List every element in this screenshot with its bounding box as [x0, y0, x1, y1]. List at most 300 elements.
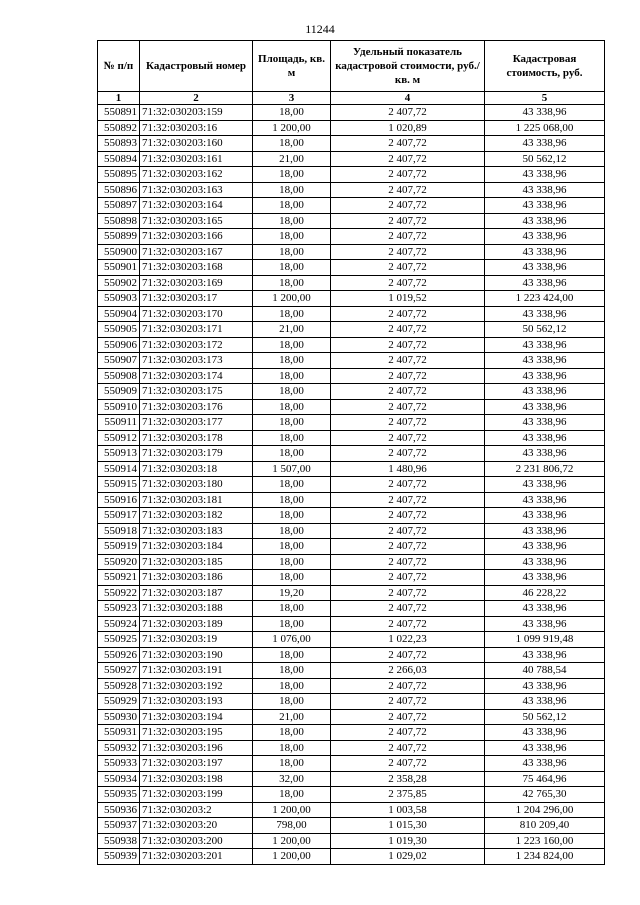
cadastral-number-cell: 71:32:030203:194: [140, 709, 253, 725]
area-cell: 18,00: [253, 275, 331, 291]
cadastral-value-cell: 43 338,96: [485, 678, 605, 694]
cadastral-value-cell: 1 234 824,00: [485, 849, 605, 865]
cadastral-number-cell: 71:32:030203:196: [140, 740, 253, 756]
cadastral-value-cell: 46 228,22: [485, 585, 605, 601]
table-row: [98, 647, 605, 663]
row-number-cell: 550923: [98, 601, 140, 617]
table-row: [98, 802, 605, 818]
header-specific-value: Удельный показатель кадастровой стоимости, руб./кв. м: [331, 41, 485, 92]
area-cell: 1 507,00: [253, 461, 331, 477]
cadastral-number-cell: 71:32:030203:19: [140, 632, 253, 648]
table-row: [98, 833, 605, 849]
row-number-cell: 550904: [98, 306, 140, 322]
area-cell: 1 076,00: [253, 632, 331, 648]
table-row: [98, 523, 605, 539]
row-number-cell: 550902: [98, 275, 140, 291]
area-cell: 18,00: [253, 663, 331, 679]
specific-value-cell: 2 407,72: [331, 229, 485, 245]
cadastral-number-cell: 71:32:030203:185: [140, 554, 253, 570]
area-cell: 18,00: [253, 678, 331, 694]
row-number-cell: 550893: [98, 136, 140, 152]
cadastral-value-cell: 75 464,96: [485, 771, 605, 787]
row-number-cell: 550910: [98, 399, 140, 415]
cadastral-value-cell: 43 338,96: [485, 368, 605, 384]
area-cell: 18,00: [253, 492, 331, 508]
specific-value-cell: 2 266,03: [331, 663, 485, 679]
cadastral-value-cell: 43 338,96: [485, 616, 605, 632]
table-header: [98, 41, 605, 105]
cadastral-value-cell: 1 223 160,00: [485, 833, 605, 849]
header-number: № п/п: [98, 41, 140, 92]
area-cell: 18,00: [253, 601, 331, 617]
cadastral-value-cell: 43 338,96: [485, 554, 605, 570]
area-cell: 21,00: [253, 709, 331, 725]
specific-value-cell: 2 407,72: [331, 430, 485, 446]
cadastral-value-cell: 43 338,96: [485, 477, 605, 493]
column-number: 2: [140, 92, 253, 105]
cadastral-number-cell: 71:32:030203:191: [140, 663, 253, 679]
cadastral-number-cell: 71:32:030203:176: [140, 399, 253, 415]
row-number-cell: 550894: [98, 151, 140, 167]
specific-value-cell: 2 407,72: [331, 477, 485, 493]
area-cell: 32,00: [253, 771, 331, 787]
specific-value-cell: 2 375,85: [331, 787, 485, 803]
cadastral-number-cell: 71:32:030203:16: [140, 120, 253, 136]
table-row: [98, 120, 605, 136]
table-row: [98, 322, 605, 338]
area-cell: 18,00: [253, 523, 331, 539]
table-row: [98, 787, 605, 803]
cadastral-number-cell: 71:32:030203:180: [140, 477, 253, 493]
table-row: [98, 384, 605, 400]
specific-value-cell: 2 407,72: [331, 198, 485, 214]
table-row: [98, 849, 605, 865]
cadastral-number-cell: 71:32:030203:161: [140, 151, 253, 167]
cadastral-number-cell: 71:32:030203:162: [140, 167, 253, 183]
cadastral-number-cell: 71:32:030203:201: [140, 849, 253, 865]
cadastral-value-cell: 50 562,12: [485, 709, 605, 725]
table-row: [98, 725, 605, 741]
cadastral-number-cell: 71:32:030203:171: [140, 322, 253, 338]
row-number-cell: 550909: [98, 384, 140, 400]
area-cell: 18,00: [253, 756, 331, 772]
cadastral-value-cell: 43 338,96: [485, 523, 605, 539]
area-cell: 18,00: [253, 446, 331, 462]
cadastral-value-cell: 43 338,96: [485, 508, 605, 524]
row-number-cell: 550898: [98, 213, 140, 229]
row-number-cell: 550932: [98, 740, 140, 756]
row-number-cell: 550919: [98, 539, 140, 555]
specific-value-cell: 1 019,52: [331, 291, 485, 307]
area-cell: 1 200,00: [253, 120, 331, 136]
table-row: [98, 663, 605, 679]
table-row: [98, 446, 605, 462]
specific-value-cell: 2 407,72: [331, 492, 485, 508]
table-row: [98, 353, 605, 369]
cadastral-value-cell: 43 338,96: [485, 229, 605, 245]
row-number-cell: 550917: [98, 508, 140, 524]
header-row: [98, 41, 605, 92]
column-number: 1: [98, 92, 140, 105]
row-number-cell: 550896: [98, 182, 140, 198]
cadastral-table: [97, 40, 605, 865]
table-row: [98, 136, 605, 152]
cadastral-number-cell: 71:32:030203:179: [140, 446, 253, 462]
cadastral-number-cell: 71:32:030203:163: [140, 182, 253, 198]
cadastral-value-cell: 43 338,96: [485, 601, 605, 617]
cadastral-number-cell: 71:32:030203:173: [140, 353, 253, 369]
cadastral-value-cell: 43 338,96: [485, 213, 605, 229]
cadastral-number-cell: 71:32:030203:170: [140, 306, 253, 322]
table-row: [98, 678, 605, 694]
cadastral-number-cell: 71:32:030203:184: [140, 539, 253, 555]
cadastral-number-cell: 71:32:030203:182: [140, 508, 253, 524]
area-cell: 1 200,00: [253, 833, 331, 849]
specific-value-cell: 2 407,72: [331, 337, 485, 353]
area-cell: 18,00: [253, 229, 331, 245]
cadastral-number-cell: 71:32:030203:169: [140, 275, 253, 291]
area-cell: 1 200,00: [253, 291, 331, 307]
page-number: 11244: [305, 22, 335, 36]
area-cell: 18,00: [253, 725, 331, 741]
row-number-cell: 550892: [98, 120, 140, 136]
cadastral-number-cell: 71:32:030203:200: [140, 833, 253, 849]
cadastral-number-cell: 71:32:030203:172: [140, 337, 253, 353]
area-cell: 21,00: [253, 151, 331, 167]
specific-value-cell: 2 407,72: [331, 694, 485, 710]
table-row: [98, 554, 605, 570]
table-row: [98, 694, 605, 710]
row-number-cell: 550914: [98, 461, 140, 477]
cadastral-number-cell: 71:32:030203:189: [140, 616, 253, 632]
specific-value-cell: 2 407,72: [331, 306, 485, 322]
row-number-cell: 550906: [98, 337, 140, 353]
table-row: [98, 275, 605, 291]
cadastral-number-cell: 71:32:030203:2: [140, 802, 253, 818]
cadastral-value-cell: 2 231 806,72: [485, 461, 605, 477]
area-cell: 18,00: [253, 415, 331, 431]
header-area: Площадь, кв. м: [253, 41, 331, 92]
specific-value-cell: 2 407,72: [331, 275, 485, 291]
table-row: [98, 585, 605, 601]
specific-value-cell: 2 407,72: [331, 601, 485, 617]
area-cell: 18,00: [253, 198, 331, 214]
specific-value-cell: 2 407,72: [331, 399, 485, 415]
specific-value-cell: 2 407,72: [331, 105, 485, 121]
area-cell: 18,00: [253, 337, 331, 353]
table-body: [98, 105, 605, 865]
cadastral-value-cell: 43 338,96: [485, 430, 605, 446]
cadastral-value-cell: 43 338,96: [485, 446, 605, 462]
row-number-cell: 550907: [98, 353, 140, 369]
table-row: [98, 740, 605, 756]
cadastral-number-cell: 71:32:030203:199: [140, 787, 253, 803]
cadastral-value-cell: 43 338,96: [485, 244, 605, 260]
table-row: [98, 229, 605, 245]
specific-value-cell: 2 407,72: [331, 182, 485, 198]
row-number-cell: 550891: [98, 105, 140, 121]
area-cell: 18,00: [253, 260, 331, 276]
specific-value-cell: 2 407,72: [331, 756, 485, 772]
cadastral-value-cell: 43 338,96: [485, 756, 605, 772]
table-row: [98, 151, 605, 167]
cadastral-value-cell: 43 338,96: [485, 539, 605, 555]
table-row: [98, 616, 605, 632]
table-row: [98, 477, 605, 493]
header-cadastral-value: Кадастровая стоимость, руб.: [485, 41, 605, 92]
row-number-cell: 550913: [98, 446, 140, 462]
cadastral-value-cell: 43 338,96: [485, 198, 605, 214]
cadastral-value-cell: 43 338,96: [485, 136, 605, 152]
area-cell: 1 200,00: [253, 802, 331, 818]
cadastral-number-cell: 71:32:030203:160: [140, 136, 253, 152]
area-cell: 18,00: [253, 105, 331, 121]
cadastral-number-cell: 71:32:030203:167: [140, 244, 253, 260]
table-row: [98, 399, 605, 415]
area-cell: 798,00: [253, 818, 331, 834]
cadastral-value-cell: 43 338,96: [485, 415, 605, 431]
specific-value-cell: 2 407,72: [331, 585, 485, 601]
specific-value-cell: 2 407,72: [331, 740, 485, 756]
table-row: [98, 291, 605, 307]
cadastral-value-cell: 1 223 424,00: [485, 291, 605, 307]
area-cell: 18,00: [253, 399, 331, 415]
specific-value-cell: 1 015,30: [331, 818, 485, 834]
column-number: 5: [485, 92, 605, 105]
cadastral-number-cell: 71:32:030203:165: [140, 213, 253, 229]
specific-value-cell: 2 407,72: [331, 368, 485, 384]
row-number-cell: 550933: [98, 756, 140, 772]
specific-value-cell: 2 407,72: [331, 570, 485, 586]
area-cell: 18,00: [253, 384, 331, 400]
specific-value-cell: 2 407,72: [331, 508, 485, 524]
row-number-cell: 550905: [98, 322, 140, 338]
row-number-cell: 550900: [98, 244, 140, 260]
cadastral-value-cell: 43 338,96: [485, 399, 605, 415]
cadastral-number-cell: 71:32:030203:198: [140, 771, 253, 787]
table-row: [98, 570, 605, 586]
table-row: [98, 632, 605, 648]
row-number-cell: 550938: [98, 833, 140, 849]
table-row: [98, 430, 605, 446]
cadastral-value-cell: 43 338,96: [485, 353, 605, 369]
row-number-cell: 550928: [98, 678, 140, 694]
table-row: [98, 461, 605, 477]
area-cell: 18,00: [253, 740, 331, 756]
table-row: [98, 492, 605, 508]
cadastral-number-cell: 71:32:030203:175: [140, 384, 253, 400]
table-row: [98, 306, 605, 322]
specific-value-cell: 2 407,72: [331, 213, 485, 229]
row-number-cell: 550935: [98, 787, 140, 803]
table-row: [98, 167, 605, 183]
cadastral-value-cell: 43 338,96: [485, 105, 605, 121]
cadastral-value-cell: 50 562,12: [485, 322, 605, 338]
cadastral-number-cell: 71:32:030203:166: [140, 229, 253, 245]
cadastral-number-cell: 71:32:030203:192: [140, 678, 253, 694]
row-number-cell: 550915: [98, 477, 140, 493]
area-cell: 1 200,00: [253, 849, 331, 865]
cadastral-value-cell: 42 765,30: [485, 787, 605, 803]
row-number-cell: 550936: [98, 802, 140, 818]
table-row: [98, 601, 605, 617]
row-number-cell: 550927: [98, 663, 140, 679]
cadastral-value-cell: 1 099 919,48: [485, 632, 605, 648]
cadastral-value-cell: 50 562,12: [485, 151, 605, 167]
cadastral-number-cell: 71:32:030203:174: [140, 368, 253, 384]
table-row: [98, 771, 605, 787]
cadastral-number-cell: 71:32:030203:186: [140, 570, 253, 586]
column-numbers-row: [98, 92, 605, 105]
cadastral-number-cell: 71:32:030203:188: [140, 601, 253, 617]
specific-value-cell: 2 407,72: [331, 709, 485, 725]
table-row: [98, 539, 605, 555]
area-cell: 18,00: [253, 167, 331, 183]
area-cell: 18,00: [253, 477, 331, 493]
area-cell: 18,00: [253, 616, 331, 632]
row-number-cell: 550899: [98, 229, 140, 245]
specific-value-cell: 2 407,72: [331, 523, 485, 539]
row-number-cell: 550925: [98, 632, 140, 648]
row-number-cell: 550937: [98, 818, 140, 834]
cadastral-value-cell: 43 338,96: [485, 167, 605, 183]
cadastral-number-cell: 71:32:030203:20: [140, 818, 253, 834]
cadastral-value-cell: 40 788,54: [485, 663, 605, 679]
row-number-cell: 550934: [98, 771, 140, 787]
header-cadastral-number: Кадастровый номер: [140, 41, 253, 92]
specific-value-cell: 2 407,72: [331, 260, 485, 276]
cadastral-number-cell: 71:32:030203:193: [140, 694, 253, 710]
area-cell: 18,00: [253, 647, 331, 663]
cadastral-value-cell: 43 338,96: [485, 647, 605, 663]
row-number-cell: 550939: [98, 849, 140, 865]
table-row: [98, 105, 605, 121]
cadastral-value-cell: 43 338,96: [485, 337, 605, 353]
area-cell: 18,00: [253, 787, 331, 803]
table-row: [98, 709, 605, 725]
area-cell: 18,00: [253, 244, 331, 260]
column-number: 3: [253, 92, 331, 105]
specific-value-cell: 2 407,72: [331, 539, 485, 555]
cadastral-number-cell: 71:32:030203:18: [140, 461, 253, 477]
row-number-cell: 550895: [98, 167, 140, 183]
specific-value-cell: 2 407,72: [331, 151, 485, 167]
table-row: [98, 337, 605, 353]
cadastral-value-cell: 810 209,40: [485, 818, 605, 834]
row-number-cell: 550931: [98, 725, 140, 741]
specific-value-cell: 2 407,72: [331, 647, 485, 663]
row-number-cell: 550911: [98, 415, 140, 431]
table-row: [98, 756, 605, 772]
area-cell: 18,00: [253, 539, 331, 555]
specific-value-cell: 1 029,02: [331, 849, 485, 865]
cadastral-number-cell: 71:32:030203:187: [140, 585, 253, 601]
area-cell: 18,00: [253, 182, 331, 198]
table-row: [98, 415, 605, 431]
table-row: [98, 508, 605, 524]
cadastral-value-cell: 43 338,96: [485, 694, 605, 710]
cadastral-number-cell: 71:32:030203:178: [140, 430, 253, 446]
cadastral-value-cell: 43 338,96: [485, 740, 605, 756]
cadastral-number-cell: 71:32:030203:159: [140, 105, 253, 121]
specific-value-cell: 1 020,89: [331, 120, 485, 136]
cadastral-value-cell: 43 338,96: [485, 384, 605, 400]
cadastral-value-cell: 43 338,96: [485, 182, 605, 198]
area-cell: 18,00: [253, 430, 331, 446]
table-row: [98, 198, 605, 214]
specific-value-cell: 2 358,28: [331, 771, 485, 787]
specific-value-cell: 1 003,58: [331, 802, 485, 818]
cadastral-number-cell: 71:32:030203:168: [140, 260, 253, 276]
cadastral-value-cell: 1 225 068,00: [485, 120, 605, 136]
row-number-cell: 550929: [98, 694, 140, 710]
cadastral-value-cell: 43 338,96: [485, 260, 605, 276]
area-cell: 18,00: [253, 136, 331, 152]
cadastral-value-cell: 43 338,96: [485, 492, 605, 508]
cadastral-value-cell: 1 204 296,00: [485, 802, 605, 818]
table-row: [98, 368, 605, 384]
specific-value-cell: 2 407,72: [331, 554, 485, 570]
row-number-cell: 550918: [98, 523, 140, 539]
specific-value-cell: 2 407,72: [331, 136, 485, 152]
row-number-cell: 550924: [98, 616, 140, 632]
cadastral-number-cell: 71:32:030203:195: [140, 725, 253, 741]
area-cell: 18,00: [253, 353, 331, 369]
specific-value-cell: 2 407,72: [331, 244, 485, 260]
cadastral-number-cell: 71:32:030203:17: [140, 291, 253, 307]
row-number-cell: 550920: [98, 554, 140, 570]
specific-value-cell: 1 022,23: [331, 632, 485, 648]
specific-value-cell: 2 407,72: [331, 167, 485, 183]
cadastral-value-cell: 43 338,96: [485, 275, 605, 291]
area-cell: 18,00: [253, 508, 331, 524]
row-number-cell: 550921: [98, 570, 140, 586]
area-cell: 18,00: [253, 213, 331, 229]
specific-value-cell: 2 407,72: [331, 353, 485, 369]
area-cell: 18,00: [253, 306, 331, 322]
specific-value-cell: 1 019,30: [331, 833, 485, 849]
table-row: [98, 213, 605, 229]
row-number-cell: 550916: [98, 492, 140, 508]
specific-value-cell: 2 407,72: [331, 725, 485, 741]
row-number-cell: 550908: [98, 368, 140, 384]
row-number-cell: 550926: [98, 647, 140, 663]
row-number-cell: 550901: [98, 260, 140, 276]
row-number-cell: 550922: [98, 585, 140, 601]
area-cell: 18,00: [253, 694, 331, 710]
column-number: 4: [331, 92, 485, 105]
specific-value-cell: 1 480,96: [331, 461, 485, 477]
specific-value-cell: 2 407,72: [331, 384, 485, 400]
cadastral-number-cell: 71:32:030203:164: [140, 198, 253, 214]
table-row: [98, 818, 605, 834]
specific-value-cell: 2 407,72: [331, 678, 485, 694]
specific-value-cell: 2 407,72: [331, 616, 485, 632]
row-number-cell: 550930: [98, 709, 140, 725]
row-number-cell: 550897: [98, 198, 140, 214]
cadastral-value-cell: 43 338,96: [485, 725, 605, 741]
specific-value-cell: 2 407,72: [331, 446, 485, 462]
table-row: [98, 260, 605, 276]
table-row: [98, 182, 605, 198]
specific-value-cell: 2 407,72: [331, 322, 485, 338]
area-cell: 18,00: [253, 554, 331, 570]
specific-value-cell: 2 407,72: [331, 415, 485, 431]
cadastral-number-cell: 71:32:030203:190: [140, 647, 253, 663]
cadastral-number-cell: 71:32:030203:197: [140, 756, 253, 772]
area-cell: 18,00: [253, 368, 331, 384]
area-cell: 21,00: [253, 322, 331, 338]
